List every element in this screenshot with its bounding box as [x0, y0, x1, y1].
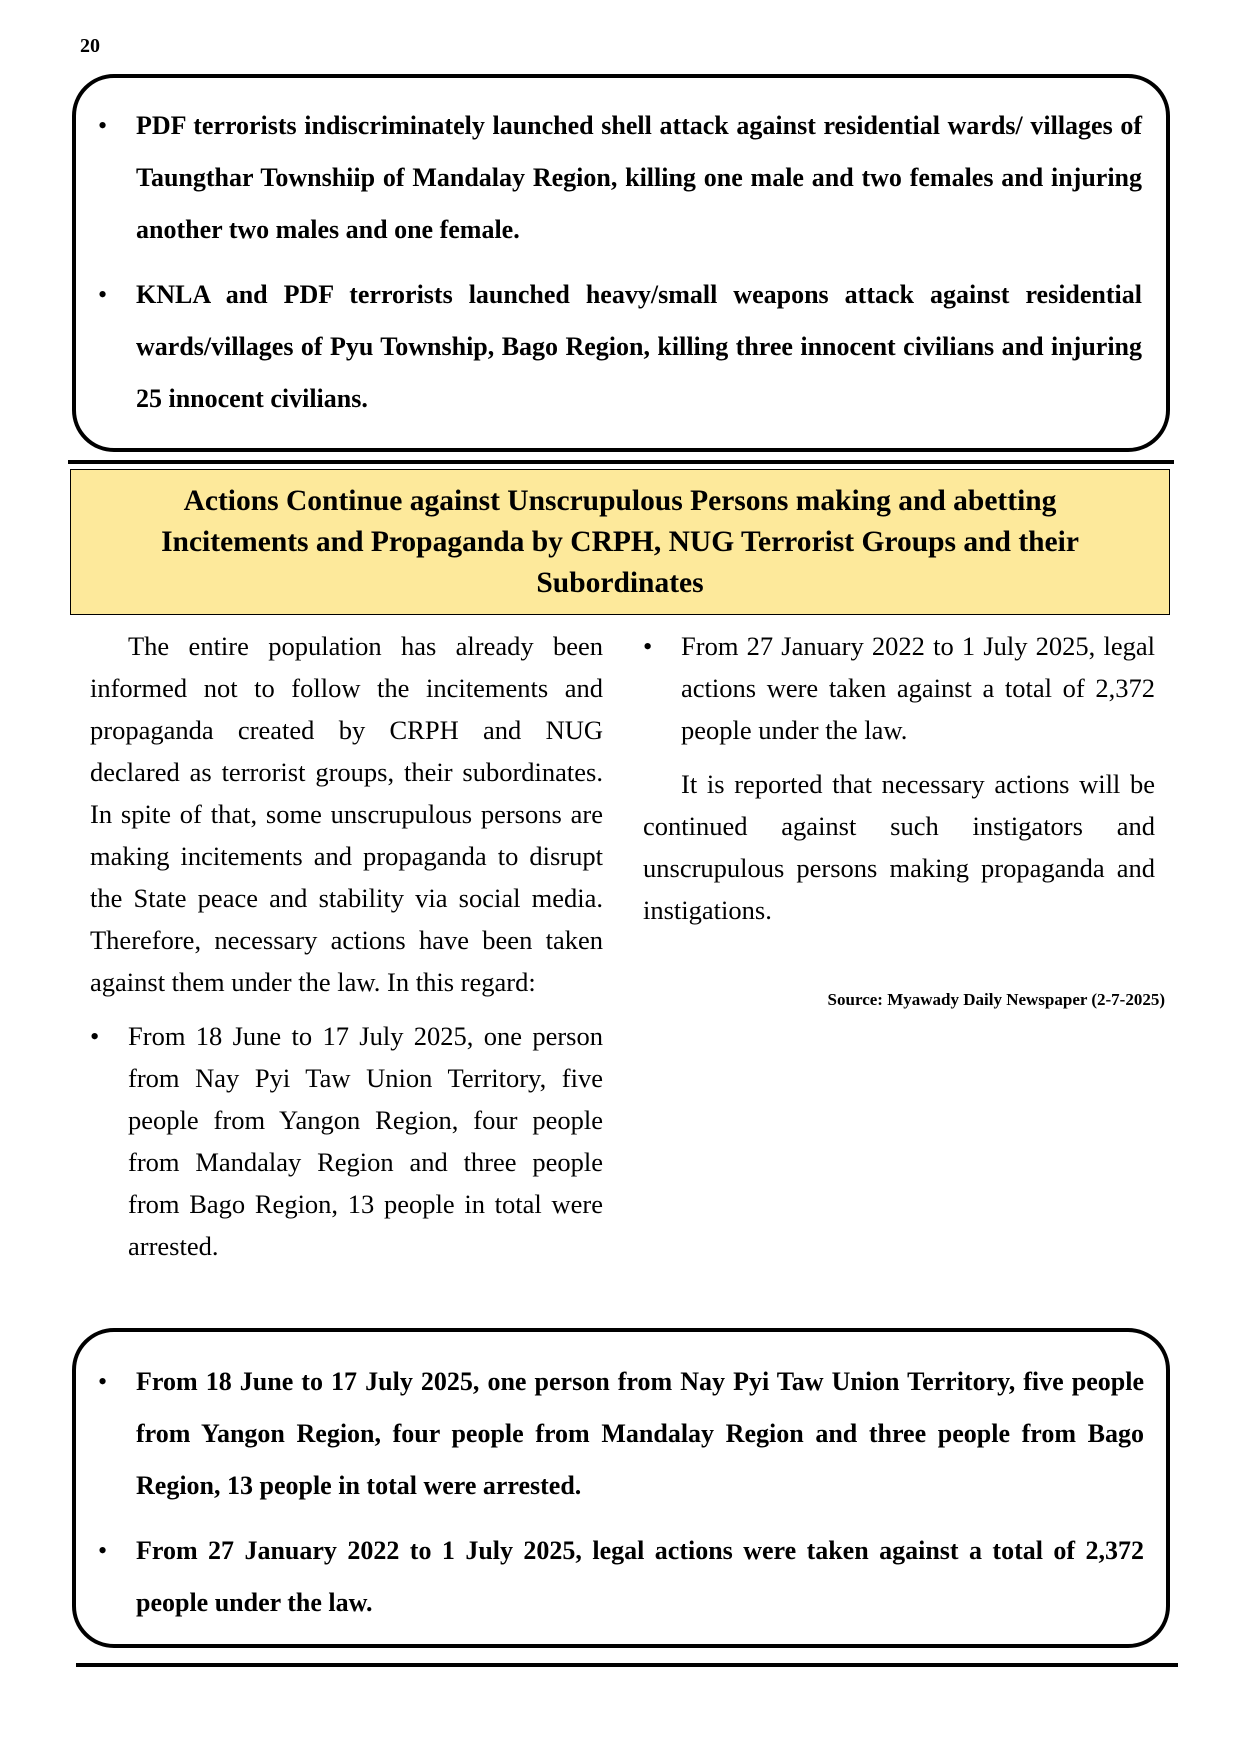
- section-title: Actions Continue against Unscrupulous Persons making and abetting Incitements and Propaganda by CRPH, NUG Terrorist Groups and their Subordinates: [70, 469, 1170, 615]
- intro-paragraph: The entire population has already been informed not to follow the incitements and propaganda created by CRPH and NUG declared as terrorist groups, their subordinates. In spite of that, some unscrupulous persons are making incitements and propaganda to disrupt the State peace and stability via social media. Therefore, necessary actions have been taken against them under the law. In this regard:: [90, 631, 603, 997]
- summary-list-top: [98, 100, 1142, 425]
- bullet-icon: •: [98, 111, 108, 140]
- summary-list-bottom: [98, 1356, 1144, 1629]
- page-number: 20: [80, 35, 100, 57]
- list-item: [98, 1356, 1144, 1512]
- summary-box-bottom: [72, 1328, 1170, 1648]
- list-item-text: From 27 January 2022 to 1 July 2025, legal actions were taken against a total of 2,372 people under the law.: [681, 631, 1155, 745]
- right-column: [643, 625, 1155, 931]
- list-item: [98, 100, 1142, 256]
- list-item-text: From 18 June to 17 July 2025, one person from Nay Pyi Taw Union Territory, five people from Yangon Region, four people from Mandalay Region and three people from Bago Region, 13 people in total were arrested.: [136, 1367, 1144, 1500]
- closing-paragraph: It is reported that necessary actions will be continued against such instigators and unscrupulous persons making propaganda and instigations.: [643, 769, 1155, 925]
- source-citation: Source: Myawady Daily Newspaper (2-7-2025): [827, 990, 1165, 1009]
- list-item: [98, 269, 1142, 425]
- summary-box-top: [72, 74, 1170, 452]
- right-bullet-list: [643, 625, 1155, 751]
- list-item-text: From 27 January 2022 to 1 July 2025, legal actions were taken against a total of 2,372 people under the law.: [136, 1536, 1144, 1617]
- bullet-icon: •: [98, 1536, 108, 1565]
- divider-top: [68, 460, 1174, 464]
- list-item-text: PDF terrorists indiscriminately launched shell attack against residential wards/ villages of Taungthar Townshiip of Mandalay Region, killing one male and two females and injuring another two males and one female.: [136, 111, 1142, 244]
- divider-bottom: [76, 1663, 1178, 1667]
- list-item-text: From 18 June to 17 July 2025, one person from Nay Pyi Taw Union Territory, five people from Yangon Region, four people from Mandalay Region and three people from Bago Region, 13 people in total were arrested.: [128, 1021, 603, 1261]
- bullet-icon: •: [98, 1367, 108, 1396]
- bullet-icon: •: [98, 280, 108, 309]
- list-item: [90, 1015, 603, 1267]
- bullet-icon: •: [643, 631, 653, 661]
- bullet-icon: •: [90, 1021, 100, 1051]
- left-bullet-list: [90, 1015, 603, 1267]
- list-item: [98, 1525, 1144, 1629]
- list-item: [643, 625, 1155, 751]
- list-item-text: KNLA and PDF terrorists launched heavy/small weapons attack against residential wards/villages of Pyu Township, Bago Region, killing three innocent civilians and injuring 25 innocent civilians.: [136, 280, 1142, 413]
- left-column: [90, 625, 603, 1279]
